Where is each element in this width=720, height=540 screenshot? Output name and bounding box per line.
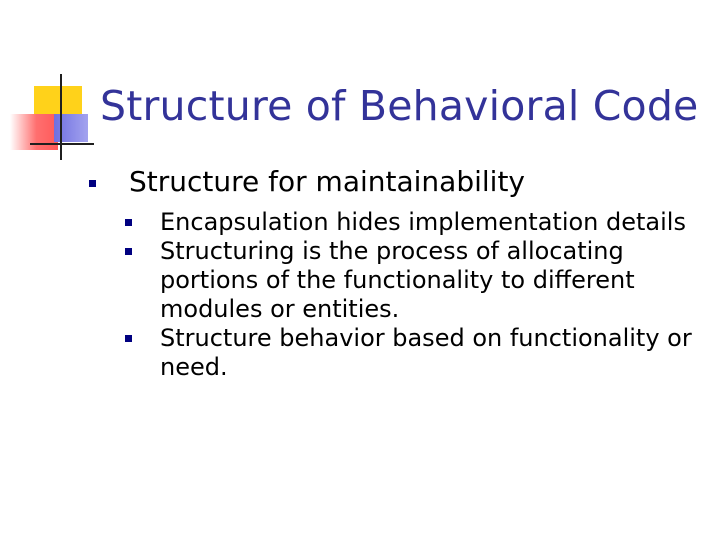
bullet-level2-item — [125, 208, 695, 237]
bullet-level2-list — [125, 208, 695, 382]
bullet-level2-item — [125, 237, 695, 324]
square-bullet-icon — [125, 219, 132, 226]
slide-title: Structure of Behavioral Code — [100, 82, 699, 130]
bullet-level2-text: Structuring is the process of allocating portions of the functionality to different modules or entities. — [160, 237, 635, 323]
square-bullet-icon — [125, 248, 132, 255]
bullet-level2-item — [125, 324, 695, 382]
square-bullet-icon — [125, 335, 132, 342]
bullet-level1-text: Structure for maintainability — [129, 165, 525, 198]
bullet-level2-text: Structure behavior based on functionality or need. — [160, 324, 692, 381]
bullet-level2-text: Encapsulation hides implementation details — [160, 208, 686, 236]
square-bullet-icon — [89, 180, 96, 187]
